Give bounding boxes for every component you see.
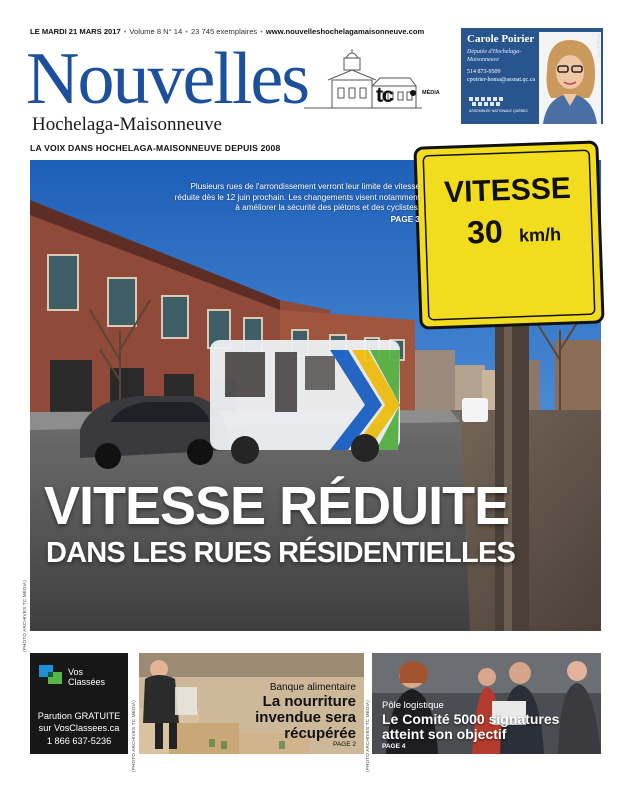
issue-volume: Volume 8 N° 14 [129,27,183,36]
dateline: LE MARDI 21 MARS 2017 • Volume 8 N° 14 • 23 745 exemplaires • www.nouvelleshochelagamaisonneuve.com [30,27,425,36]
issue-copies: 23 745 exemplaires [190,27,258,36]
vos-classees-offer: Parution GRATUITE [37,711,121,721]
vos-classees-phone: 1 866 637-5236 [46,736,112,746]
main-story-photo[interactable] [30,160,601,631]
logistics-page-ref[interactable]: PAGE 4 [382,743,406,750]
vos-classees-brand-line1: Vos [68,667,84,677]
food-bank-story[interactable] [139,653,364,754]
masthead-title: Nouvelles [26,38,309,120]
logistics-story[interactable] [372,653,601,754]
sign-vitesse-text: VITESSE [443,171,572,210]
sign-speed-unit: km/h [518,224,562,246]
issue-date: LE MARDI 21 MARS 2017 [30,27,121,36]
main-story-page-ref[interactable]: PAGE 3 [390,214,420,224]
tc-media-label: MÉDIA [422,90,440,96]
ad-credit: PUBLICITÉ [596,34,601,58]
ad-institution: ASSEMBLÉE NATIONALE QUÉBEC [469,109,529,113]
ad-politician-role: Députée d'Hochelaga-Maisonneuve [467,49,522,63]
ad-email: cpoirier-homa@assnat.qc.ca [467,77,536,83]
politician-portrait [539,32,601,124]
food-bank-kicker: Banque alimentaire [269,682,356,693]
vos-classees-logo-icon [39,665,63,687]
vos-classees-brand-line2: Classées [68,677,106,687]
ad-politician-name: Carole Poirier [467,33,535,45]
main-story-summary: Plusieurs rues de l'arrondissement verront leur limite de vitesse réduite dès le 12 juin prochain. Les changements visent notamment à améliorer la sécurité des piétons et des cyclistes. [174,182,420,213]
main-subheadline[interactable]: DANS LES RUES RÉSIDENTIELLES [46,537,516,569]
tc-media-logo: tc [376,84,393,107]
food-bank-page-ref[interactable]: PAGE 2 [332,741,356,748]
vos-classees-brand [68,667,105,687]
logistics-headline[interactable]: Le Comité 5000 signatures atteint son objectif [382,711,560,742]
politician-ad[interactable] [461,28,603,124]
website-link[interactable]: www.nouvelleshochelagamaisonneuve.com [265,27,425,36]
logistics-kicker: Pôle logistique [382,700,444,711]
vos-classees-ad[interactable] [30,653,128,754]
tagline: LA VOIX DANS HOCHELAGA-MAISONNEUVE DEPUIS 2008 [30,143,281,153]
main-photo-credit: (PHOTO ARCHIVES TC MÉDIA) [22,580,27,652]
tc-logo-dot [410,90,416,96]
vos-classees-url[interactable]: sur VosClassees.ca [38,723,120,733]
sign-speed-value: 30 [466,213,504,251]
market-building-icon [304,50,422,122]
food-bank-headline[interactable]: La nourriture invendue sera récupérée [255,693,356,742]
logistics-photo-credit: (PHOTO ARCHIVES TC MÉDIA) [365,700,370,772]
food-bank-photo-credit: (PHOTO ARCHIVES TC MÉDIA) [131,700,136,772]
main-story-blurb [168,182,420,225]
assemblee-nationale-logo-icon [467,96,529,118]
ad-contact [467,68,535,84]
masthead-subtitle: Hochelaga-Maisonneuve [32,114,222,135]
ad-phone: 514 873-9509 [467,69,501,75]
main-headline[interactable]: VITESSE RÉDUITE [44,476,510,536]
masthead [26,38,440,135]
